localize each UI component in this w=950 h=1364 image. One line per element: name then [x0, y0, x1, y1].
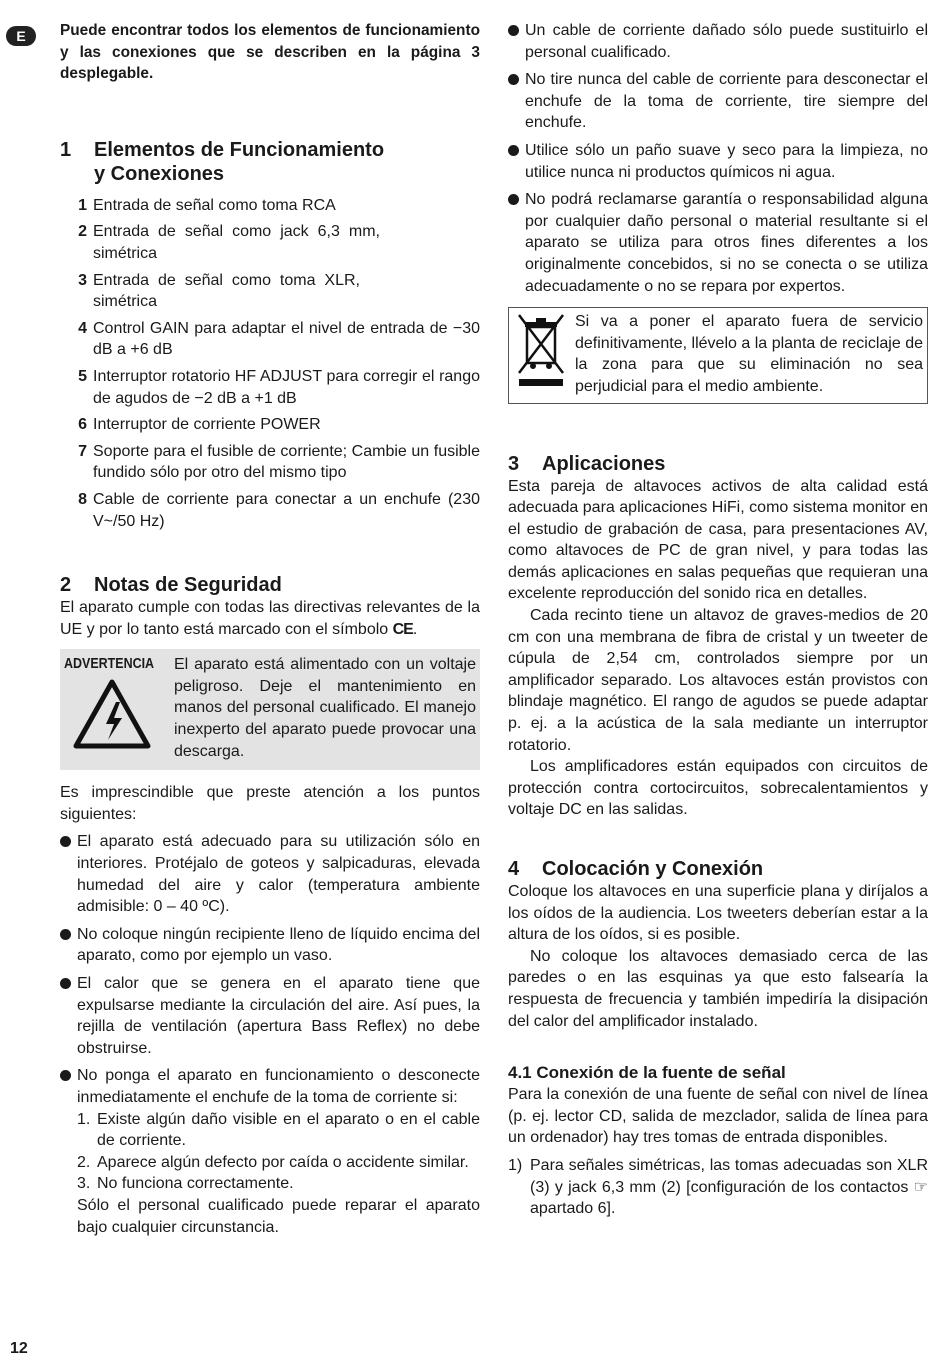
safety-bullets-continued: [508, 20, 928, 297]
warning-label: ADVERTENCIA: [64, 656, 155, 673]
ce-mark: CE: [392, 620, 413, 638]
item-text: Entrada de señal como jack 6,3 mm, simétrica: [93, 223, 380, 262]
list-item: El calor que se genera en el aparato tiene que expulsarse mediante la circulación del aire. Así pues, la rejilla de ventilación (apertura Bass Reflex) no debe obstruirse.: [60, 973, 480, 1059]
item-text: Entrada de señal como toma RCA: [93, 196, 336, 214]
item-text: Existe algún daño visible en el aparato o en el cable de corriente.: [97, 1110, 480, 1150]
controls-list: [60, 195, 480, 532]
item-number: 1: [78, 196, 87, 214]
recycling-box: [508, 307, 928, 403]
list-item: Un cable de corriente dañado sólo puede sustituirlo el personal cualificado.: [508, 20, 928, 63]
list-item: Utilice sólo un paño suave y seco para la limpieza, no utilice nunca ni productos químicos ni agua.: [508, 140, 928, 183]
list-item: [60, 1065, 480, 1238]
list-item: No coloque ningún recipiente lleno de líquido encima del aparato, como por ejemplo un vaso.: [60, 924, 480, 967]
section-4-title: Colocación y Conexión: [542, 858, 764, 880]
page-number: 12: [10, 1340, 28, 1357]
list-item: [77, 1173, 480, 1195]
item-text: Entrada de señal como toma XLR, simétrica: [93, 271, 360, 311]
compliance-sentence: El aparato cumple con todas las directivas relevantes de la UE y por lo tanto está marcado con el símbolo: [60, 599, 480, 638]
section-1-number: 1: [60, 138, 72, 161]
item-text: Soporte para el fusible de corriente; Cambie un fusible fundido sólo por otro del mismo tipo: [93, 442, 480, 482]
section-1-heading: [60, 138, 480, 186]
item-text: Cable de corriente para conectar a un enchufe (230 V~/50 Hz): [93, 490, 480, 530]
section-4-heading: [508, 857, 928, 881]
left-column: [60, 20, 480, 1244]
list-item: [60, 489, 480, 532]
right-column: [508, 20, 928, 1220]
language-badge-label: E: [16, 28, 26, 44]
compliance-text: El aparato cumple con todas las directivas relevantes de la UE y por lo tanto está marcado con el símbolo CE.: [60, 599, 480, 638]
list-item: [77, 1152, 480, 1174]
item-number: 3.: [77, 1175, 91, 1193]
list-item: [77, 1109, 480, 1152]
language-badge: [6, 26, 36, 46]
section-1-title-line1: Elementos de Funcionamiento: [94, 138, 385, 161]
item-number: 2.: [77, 1153, 91, 1171]
section-2-heading: [60, 573, 480, 597]
item-text: Para señales simétricas, las tomas adecuadas son XLR (3) y jack 6,3 mm (2) [configuración de los contactos ☞ apartado 6].: [530, 1156, 928, 1218]
list-item: [60, 318, 480, 361]
subsection-title: 4.1 Conexión de la fuente de señal: [508, 1063, 786, 1083]
safety-bullets: [60, 831, 480, 1238]
bullet-text: No ponga el aparato en funcionamiento o desconecte inmediatamente el enchufe de la toma de corriente si:: [77, 1067, 480, 1106]
section-2-title: Notas de Seguridad: [94, 574, 282, 597]
item-number: 3: [78, 271, 87, 289]
section-2-number: 2: [60, 574, 72, 597]
item-number: 4: [78, 319, 87, 337]
list-item: [60, 195, 480, 217]
item-number: 1): [508, 1156, 523, 1174]
intro-text: Puede encontrar todos los elementos de funcionamiento y las conexiones que se describen en la página 3 desplegable.: [60, 22, 480, 83]
item-text: Aparece algún defecto por caída o accidente similar.: [97, 1153, 469, 1171]
bullet-note: Sólo el personal cualificado puede reparar el aparato bajo cualquier circunstancia.: [77, 1196, 480, 1236]
conditions-list: [77, 1109, 480, 1195]
item-number: 1.: [77, 1110, 91, 1128]
paragraph: Para la conexión de una fuente de señal con nivel de línea (p. ej. lector CD, salida de mezclador, salida de línea para un ordenador) hay tres tomas de entrada disponibles.: [508, 1086, 928, 1147]
high-voltage-warning-icon: [72, 678, 152, 750]
warning-text: El aparato está alimentado con un voltaje peligroso. Deje el mantenimiento en manos del personal cualificado. El manejo inexperto del aparato puede provocar una descarga.: [174, 656, 476, 760]
warning-box: [60, 649, 480, 770]
list-item: [60, 270, 480, 313]
list-item: No podrá reclamarse garantía o responsabilidad alguna por cualquier daño personal o material resultante si el aparato se utiliza para otros fines diferentes a los originalmente concebidos, si no se conecta o se utiliza adecuadamente o no se repara por expertos.: [508, 189, 928, 297]
section-4-number: 4: [508, 858, 520, 880]
paragraph: Esta pareja de altavoces activos de alta calidad está adecuada para aplicaciones HiFi, como sistema monitor en el estudio de grabación de casa, para presentaciones AV, como altavoces de PC de gran nivel, y para todas las demás aplicaciones en salas pequeñas que requieran una excelente reproducción del sonido rica en detalles.: [508, 477, 928, 603]
paragraph: No coloque los altavoces demasiado cerca de las paredes o en las esquinas ya que esto falsearía la respuesta de frecuencia y también impediría la disipación del calor del amplificador instalado.: [508, 947, 928, 1030]
item-number: 7: [78, 442, 87, 460]
section-3-number: 3: [508, 452, 520, 475]
safety-lead: Es imprescindible que preste atención a los puntos siguientes:: [60, 784, 480, 823]
section-1-title-line2: y Conexiones: [94, 162, 225, 185]
paragraph: Los amplificadores están equipados con circuitos de protección contra cortocircuitos, sobrecalentamientos y voltaje DC en las salidas.: [508, 758, 928, 819]
item-number: 2: [78, 223, 87, 241]
item-text: Interruptor de corriente POWER: [93, 416, 321, 434]
item-number: 5: [78, 367, 87, 385]
list-item: [60, 221, 480, 264]
item-number: 6: [78, 416, 87, 434]
section-3-title: Aplicaciones: [542, 452, 666, 475]
item-text: Interruptor rotatorio HF ADJUST para corregir el rango de agudos de −2 dB a +1 dB: [93, 367, 480, 407]
paragraph: Coloque los altavoces en una superficie plana y diríjalos a los oídos de la audiencia. Los tweeters deberían estar a la altura de los oídos, si es posible.: [508, 883, 928, 944]
section-3-heading: [508, 452, 928, 476]
item-text: No funciona correctamente.: [97, 1175, 294, 1193]
item-number: 8: [78, 490, 87, 508]
item-text: Control GAIN para adaptar el nivel de entrada de −30 dB a +6 dB: [93, 319, 480, 359]
input-list: [508, 1155, 928, 1220]
list-item: [508, 1155, 928, 1220]
crossed-bin-icon: [513, 311, 569, 391]
recycling-text: Si va a poner el aparato fuera de servicio definitivamente, llévelo a la planta de reciclaje de la zona para que su eliminación no sea perjudicial para el medio ambiente.: [575, 313, 923, 395]
paragraph: Cada recinto tiene un altavoz de graves-medios de 20 cm con una membrana de fibra de cristal y un tweeter de cúpula de 2,54 cm, controlados siempre por un amplificador separado. Los altavoces están provistos con blindaje magnético. El rango de agudos se puede adaptar p. ej. a la acústica de la sala mediante un interruptor rotatorio.: [508, 607, 928, 754]
list-item: No tire nunca del cable de corriente para desconectar el enchufe de la toma de corriente, tire siempre del enchufe.: [508, 69, 928, 134]
list-item: El aparato está adecuado para su utilización sólo en interiores. Protéjalo de goteos y salpicaduras, elevada humedad del aire y calor (temperatura ambiente admisible: 0 – 40 ºC).: [60, 831, 480, 917]
list-item: [60, 414, 480, 436]
list-item: [60, 441, 480, 484]
list-item: [60, 366, 480, 409]
